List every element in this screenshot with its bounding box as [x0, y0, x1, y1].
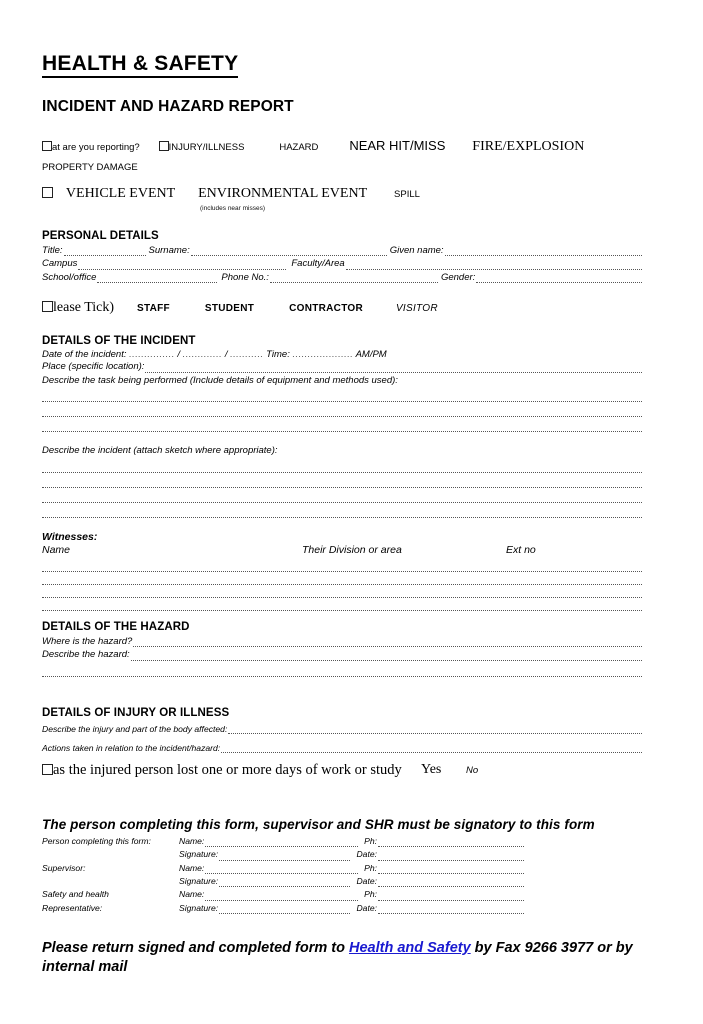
- checkbox-what-are-you-reporting[interactable]: [42, 141, 52, 151]
- label-ampm: AM/PM: [355, 349, 387, 361]
- please-tick-row: [42, 297, 642, 317]
- signatory-role-label: Safety and health: [42, 889, 109, 900]
- label-date-of-incident: Date of the incident:: [42, 349, 127, 361]
- signatory-mid-input[interactable]: [378, 892, 524, 901]
- signatory-field-input[interactable]: [205, 865, 358, 874]
- field-row-campus-faculty: [42, 257, 642, 270]
- label-describe-incident: Describe the incident (attach sketch where appropriate):: [42, 445, 278, 457]
- signatory-mid-input[interactable]: [378, 852, 524, 861]
- input-given-name[interactable]: [445, 246, 642, 256]
- form-content: [42, 52, 642, 977]
- signatory-table: [42, 835, 524, 915]
- title-wrap: [42, 52, 642, 78]
- input-place[interactable]: [145, 363, 642, 373]
- signatory-role-label: Representative:: [42, 902, 103, 913]
- label-gender: Gender:: [440, 271, 476, 283]
- input-task-line-1[interactable]: [42, 400, 642, 402]
- witnesses-heading: Witnesses:: [42, 530, 98, 543]
- input-campus[interactable]: [78, 260, 286, 270]
- input-actions-taken[interactable]: [221, 743, 642, 753]
- label-title: Title:: [42, 244, 63, 256]
- label-school-office: School/office: [42, 271, 97, 283]
- signatory-row: [42, 862, 524, 875]
- report-type-property-damage[interactable]: PROPERTY DAMAGE: [42, 162, 138, 174]
- signatory-mid-key: Ph:: [364, 862, 377, 873]
- input-describe-hazard[interactable]: [131, 651, 642, 661]
- input-gender[interactable]: [476, 273, 642, 283]
- field-row-describe-injury: [42, 723, 642, 735]
- signatory-row: [42, 902, 524, 915]
- signatory-mid-key: Date:: [356, 875, 377, 886]
- signatory-field-input[interactable]: [219, 852, 350, 861]
- witness-column-name: Name: [42, 543, 71, 556]
- checkbox-lost-days[interactable]: [42, 764, 53, 775]
- label-faculty-area: Faculty/Area: [291, 258, 345, 270]
- checkbox-vehicle-event[interactable]: [42, 187, 53, 198]
- report-type-near-hit-miss[interactable]: NEAR HIT/MISS: [349, 138, 446, 154]
- label-actions-taken: Actions taken in relation to the incident/hazard:: [42, 742, 221, 753]
- lost-days-no-option[interactable]: No: [466, 764, 479, 776]
- signatory-mid-input[interactable]: [378, 878, 524, 887]
- signatory-field-input[interactable]: [205, 892, 358, 901]
- signatory-field-key: Signature:: [179, 875, 219, 886]
- section-heading-incident-details: DETAILS OF THE INCIDENT: [42, 335, 196, 348]
- input-date-day[interactable]: ...............: [129, 349, 175, 361]
- section-heading-hazard-details: DETAILS OF THE HAZARD: [42, 620, 190, 633]
- lost-days-row: [42, 761, 642, 781]
- page-title: HEALTH & SAFETY: [42, 52, 238, 78]
- footer-prefix-text: Please return signed and completed form to: [42, 939, 349, 956]
- label-phone-no: Phone No.:: [221, 271, 269, 283]
- input-task-line-3[interactable]: [42, 430, 642, 432]
- label-where-is-hazard: Where is the hazard?: [42, 635, 133, 647]
- signatory-role-label: Person completing this form:: [42, 835, 151, 846]
- field-row-task-label: [42, 374, 642, 387]
- report-type-vehicle-event[interactable]: VEHICLE EVENT: [65, 186, 176, 202]
- input-incident-line-4[interactable]: [42, 516, 642, 518]
- please-tick-label: lease Tick): [53, 300, 115, 316]
- label-campus: Campus: [42, 258, 78, 270]
- signatory-mid-input[interactable]: [378, 865, 524, 874]
- input-describe-injury[interactable]: [228, 724, 642, 734]
- report-type-row-1: [42, 136, 642, 176]
- signatory-field-input[interactable]: [219, 905, 350, 914]
- label-surname: Surname:: [148, 244, 190, 256]
- input-witness-line-3[interactable]: [42, 596, 642, 598]
- signatory-row: [42, 848, 524, 861]
- signatory-mid-key: Date:: [356, 902, 377, 913]
- signatory-mid-input[interactable]: [378, 838, 524, 847]
- signatory-heading: The person completing this form, supervisor and SHR must be signatory to this form: [42, 816, 595, 832]
- signatory-field-key: Name:: [179, 889, 205, 900]
- tick-option-student[interactable]: STUDENT: [204, 303, 255, 315]
- signatory-field-key: Name:: [179, 835, 205, 846]
- section-heading-personal-details: PERSONAL DETAILS: [42, 229, 159, 242]
- report-prompt-label: at are you reporting?: [52, 142, 140, 154]
- signatory-field-key: Name:: [179, 862, 205, 873]
- date-separator-2: /: [224, 349, 228, 361]
- label-describe-injury: Describe the injury and part of the body affected:: [42, 723, 228, 734]
- tick-option-staff[interactable]: STAFF: [136, 303, 170, 315]
- input-title[interactable]: [64, 246, 146, 256]
- label-time: Time:: [266, 349, 290, 361]
- input-witness-line-1[interactable]: [42, 570, 642, 572]
- tick-option-contractor[interactable]: CONTRACTOR: [289, 303, 364, 315]
- input-school-office[interactable]: [97, 273, 217, 283]
- input-time[interactable]: ....................: [292, 349, 354, 361]
- input-incident-line-1[interactable]: [42, 471, 642, 473]
- label-given-name: Given name:: [389, 244, 444, 256]
- input-hazard-line-1[interactable]: [42, 675, 642, 677]
- health-and-safety-link[interactable]: Health and Safety: [348, 939, 471, 956]
- footer-suffix-text: by Fax 9266 3977 or by internal mail: [42, 939, 633, 975]
- witness-column-ext-no: Ext no: [506, 543, 536, 556]
- signatory-field-key: Signature:: [179, 849, 219, 860]
- report-type-row-2: [42, 183, 642, 203]
- report-type-fire-explosion[interactable]: FIRE/EXPLOSION: [472, 139, 585, 155]
- report-type-hazard[interactable]: HAZARD: [279, 142, 319, 154]
- checkbox-please-tick[interactable]: [42, 301, 53, 312]
- signatory-mid-key: Date:: [356, 849, 377, 860]
- checkbox-injury-illness[interactable]: [159, 141, 169, 151]
- tick-option-visitor[interactable]: VISITOR: [395, 303, 438, 315]
- input-date-month[interactable]: .............: [182, 349, 223, 361]
- report-type-injury-illness: INJURY/ILLNESS: [168, 142, 245, 154]
- label-lost-days-question: as the injured person lost one or more days of work or study: [53, 761, 402, 778]
- input-faculty-area[interactable]: [346, 260, 642, 270]
- field-row-describe-incident-label: [42, 444, 642, 457]
- signatory-row: [42, 875, 524, 888]
- signatory-row: [42, 835, 524, 848]
- input-incident-line-2[interactable]: [42, 486, 642, 488]
- input-witness-line-4[interactable]: [42, 609, 642, 611]
- field-row-where-hazard: [42, 635, 642, 648]
- signatory-role-label: Supervisor:: [42, 862, 86, 873]
- signatory-field-input[interactable]: [205, 838, 358, 847]
- field-row-school-phone-gender: [42, 271, 642, 284]
- signatory-mid-key: Ph:: [364, 835, 377, 846]
- report-type-spill[interactable]: SPILL: [394, 189, 420, 201]
- field-row-describe-hazard: [42, 648, 642, 661]
- witness-column-division: Their Division or area: [302, 543, 402, 556]
- input-incident-line-3[interactable]: [42, 501, 642, 503]
- lost-days-yes-option[interactable]: Yes: [421, 761, 442, 777]
- signatory-field-input[interactable]: [219, 878, 350, 887]
- input-date-year[interactable]: ...........: [230, 349, 264, 361]
- input-phone-no[interactable]: [270, 273, 438, 283]
- input-surname[interactable]: [191, 246, 387, 256]
- date-separator-1: /: [177, 349, 181, 361]
- label-place: Place (specific location):: [42, 361, 145, 373]
- near-misses-note: (includes near misses): [200, 204, 266, 212]
- report-type-environmental-event[interactable]: ENVIRONMENTAL EVENT: [198, 186, 368, 202]
- field-row-actions-taken: [42, 742, 642, 754]
- signatory-mid-input[interactable]: [378, 905, 524, 914]
- input-witness-line-2[interactable]: [42, 583, 642, 585]
- input-task-line-2[interactable]: [42, 415, 642, 417]
- field-row-title-surname-given: [42, 244, 642, 257]
- label-describe-hazard: Describe the hazard:: [42, 649, 130, 661]
- signatory-row: [42, 888, 524, 901]
- label-describe-task: Describe the task being performed (Include details of equipment and methods used):: [42, 374, 398, 386]
- field-row-place: [42, 360, 642, 373]
- page-subtitle: INCIDENT AND HAZARD REPORT: [42, 98, 294, 116]
- section-heading-injury-details: DETAILS OF INJURY OR ILLNESS: [42, 706, 230, 719]
- witnesses-column-headers: [42, 544, 642, 559]
- footer-return-instructions: [42, 939, 657, 977]
- signatory-mid-key: Ph:: [364, 889, 377, 900]
- input-where-is-hazard[interactable]: [133, 637, 642, 647]
- incident-date-time-row: [42, 349, 642, 360]
- signatory-field-key: Signature:: [179, 902, 219, 913]
